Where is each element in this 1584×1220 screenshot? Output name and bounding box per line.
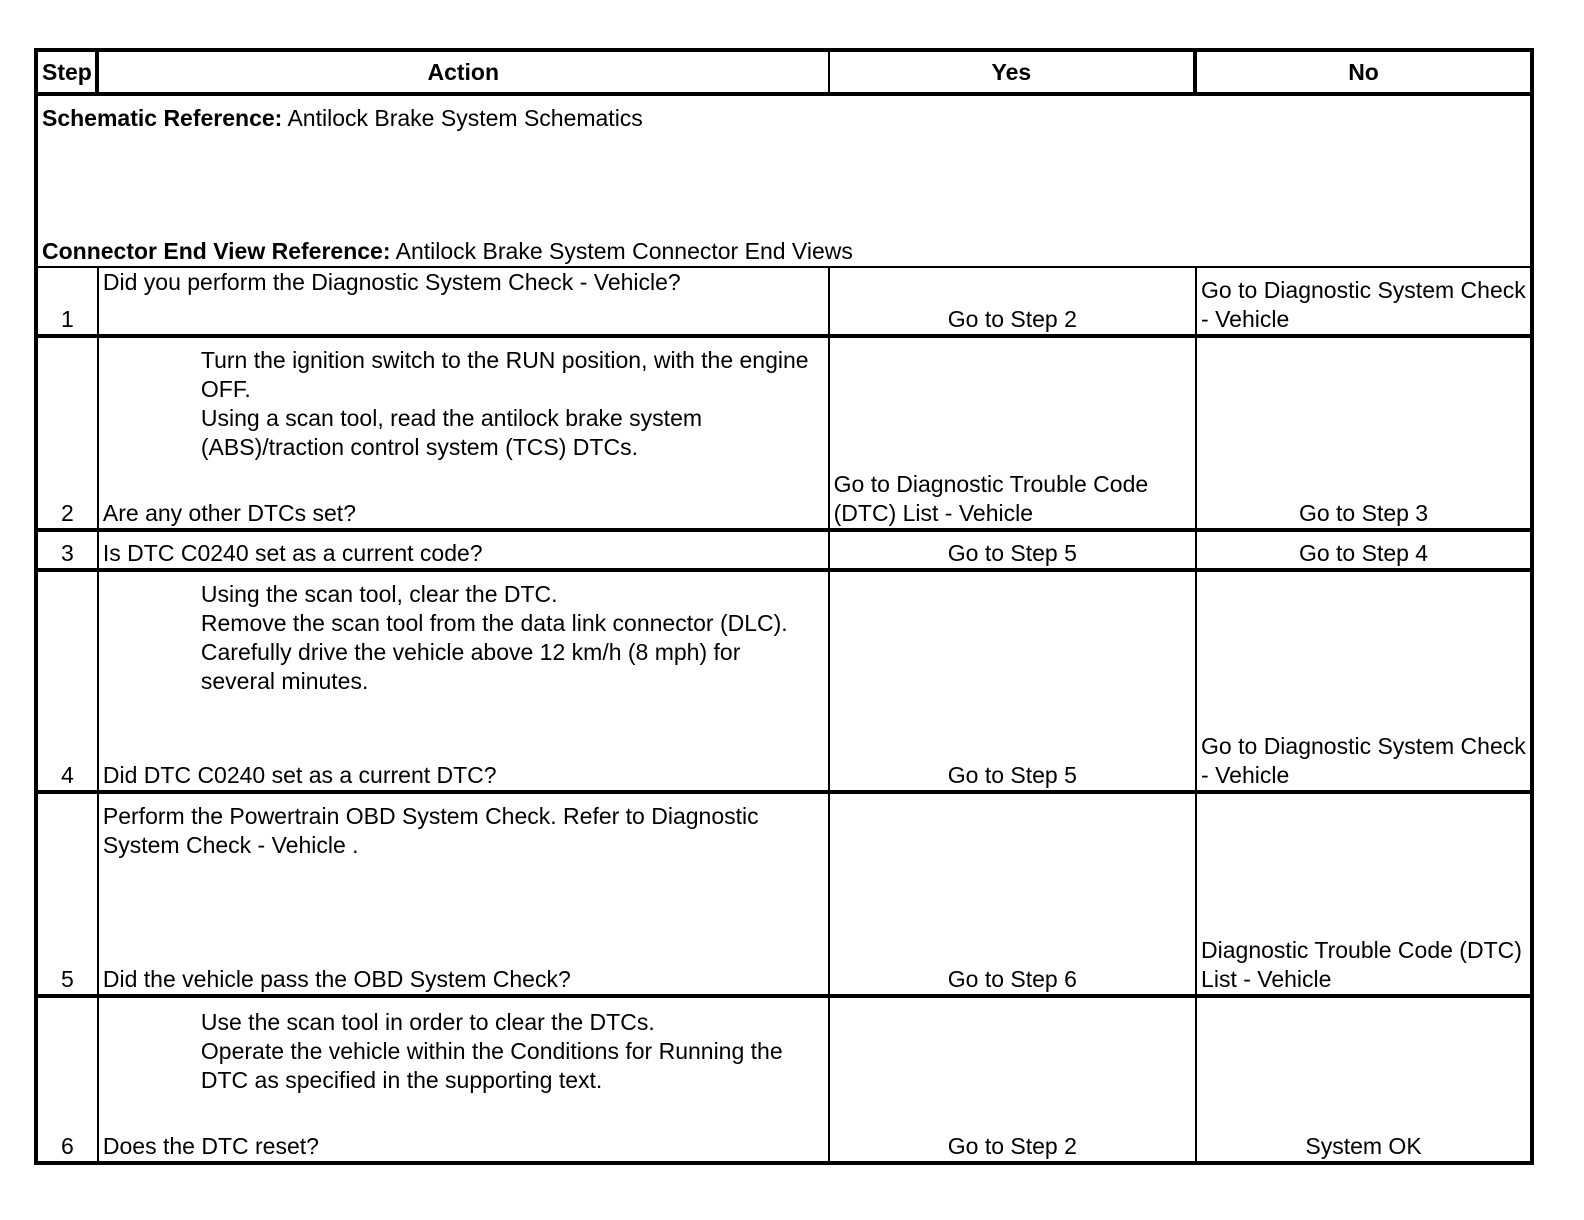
step-instruction: Operate the vehicle within the Conditions for Running the DTC as specified in the supporting text.	[200, 1038, 783, 1093]
diagnostic-sheet	[34, 48, 1534, 1163]
yes-cell[interactable]: Go to Step 2	[829, 267, 1196, 337]
table-row	[37, 997, 1531, 1162]
step-number: 6	[37, 997, 98, 1162]
yes-cell[interactable]: Go to Step 2	[829, 997, 1196, 1162]
step-instruction: Using a scan tool, read the antilock brake system (ABS)/traction control system (TCS) DTCs.	[200, 405, 703, 460]
step-number: 4	[37, 571, 98, 793]
step-question: Is DTC C0240 set as a current code?	[102, 540, 483, 566]
diagnostic-table	[34, 48, 1534, 1165]
action-cell	[98, 337, 829, 531]
step-number: 2	[37, 337, 98, 531]
no-cell[interactable]: Diagnostic Trouble Code (DTC) List - Vehicle	[1196, 793, 1531, 997]
schematic-reference-link[interactable]: Antilock Brake System Schematics	[287, 105, 643, 131]
step-question: Does the DTC reset?	[102, 1133, 319, 1159]
step-number: 3	[37, 531, 98, 571]
step-question: Did the vehicle pass the OBD System Check?	[102, 966, 571, 992]
action-cell	[98, 997, 829, 1162]
header-action: Action	[98, 51, 829, 95]
header-no: No	[1196, 51, 1531, 95]
no-cell[interactable]: Go to Step 4	[1196, 531, 1531, 571]
connector-reference-label: Connector End View Reference:	[42, 238, 391, 264]
header-step: Step	[37, 51, 98, 95]
action-cell	[98, 267, 829, 337]
table-row	[37, 531, 1531, 571]
step-instruction: Carefully drive the vehicle above 12 km/h (8 mph) for several minutes.	[200, 639, 741, 694]
step-number: 5	[37, 793, 98, 997]
reference-cell	[37, 95, 1531, 267]
no-cell[interactable]: System OK	[1196, 997, 1531, 1162]
no-cell[interactable]: Go to Step 3	[1196, 337, 1531, 531]
step-question: Are any other DTCs set?	[102, 500, 356, 526]
table-row	[37, 267, 1531, 337]
connector-reference-link[interactable]: Antilock Brake System Connector End Views	[395, 238, 853, 264]
yes-cell[interactable]: Go to Step 5	[829, 571, 1196, 793]
no-cell[interactable]: Go to Diagnostic System Check - Vehicle	[1196, 571, 1531, 793]
schematic-reference	[42, 104, 1526, 133]
connector-reference	[42, 237, 1526, 266]
table-row	[37, 571, 1531, 793]
step-instruction: Using the scan tool, clear the DTC.	[200, 581, 558, 607]
step-instruction: Remove the scan tool from the data link connector (DLC).	[200, 610, 788, 636]
reference-row	[37, 95, 1531, 267]
header-yes: Yes	[829, 51, 1196, 95]
step-question: Did DTC C0240 set as a current DTC?	[102, 762, 497, 788]
action-cell	[98, 571, 829, 793]
table-row	[37, 337, 1531, 531]
step-instruction: Perform the Powertrain OBD System Check. Refer to Diagnostic System Check - Vehicle .	[102, 803, 759, 858]
yes-cell[interactable]: Go to Step 6	[829, 793, 1196, 997]
action-cell	[98, 793, 829, 997]
schematic-reference-label: Schematic Reference:	[42, 105, 283, 131]
step-instruction: Turn the ignition switch to the RUN position, with the engine OFF.	[200, 347, 809, 402]
yes-cell[interactable]: Go to Step 5	[829, 531, 1196, 571]
no-cell[interactable]: Go to Diagnostic System Check - Vehicle	[1196, 267, 1531, 337]
table-row	[37, 793, 1531, 997]
step-number: 1	[37, 267, 98, 337]
step-instruction: Use the scan tool in order to clear the DTCs.	[200, 1009, 655, 1035]
yes-cell[interactable]: Go to Diagnostic Trouble Code (DTC) List - Vehicle	[829, 337, 1196, 531]
action-cell	[98, 531, 829, 571]
step-question: Did you perform the Diagnostic System Check - Vehicle?	[102, 269, 681, 295]
header-row	[37, 51, 1531, 95]
